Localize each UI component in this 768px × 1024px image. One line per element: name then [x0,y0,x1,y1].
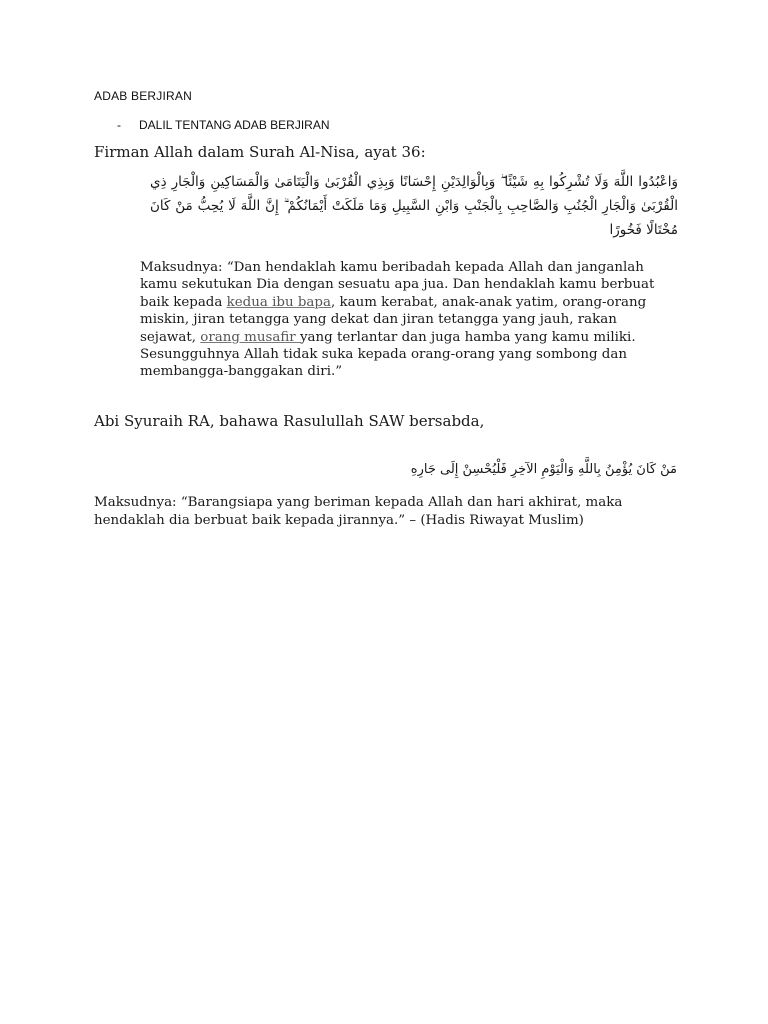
link-kedua-ibu-bapa[interactable]: kedua ibu bapa [226,294,331,310]
hadith-arabic-text: مَنْ كَانَ يُؤْمِنُ بِاللَّهِ وَالْيَوْمِ الآخِرِ فَلْيُحْسِنْ إِلَى جَارِهِ [410,462,677,477]
verse-intro: Firman Allah dalam Surah Al-Nisa, ayat 36: [94,143,426,161]
hadith-intro: Abi Syuraih RA, bahawa Rasulullah SAW bersabda, [94,412,485,430]
verse-meaning-part-2: , kaum kerabat, anak-anak yatim, orang-orang miskin, jiran tetangga yang dekat dan jiran tetangga yang jauh, rakan sejawat, [140,294,647,345]
subheading-text: DALIL TENTANG ADAB BERJIRAN [139,118,330,132]
subheading-list-item [117,118,330,132]
link-orang-musafir[interactable]: orang musafir [200,329,300,345]
verse-meaning-part-3: yang terlantar dan juga hamba yang kamu miliki. Sesungguhnya Allah tidak suka kepada orang-orang yang sombong dan membangga-banggakan diri.” [140,329,636,380]
verse-meaning-part-1: Maksudnya: “Dan hendaklah kamu beribadah kepada Allah dan janganlah kamu sekutukan Dia dengan sesuatu apa jua. Dan hendaklah kamu berbuat baik kepada [140,260,655,310]
verse-arabic-text: وَاعْبُدُوا اللَّهَ وَلَا تُشْرِكُوا بِهِ شَيْئًا ۖ وَبِالْوَالِدَيْنِ إِحْسَانًا وَبِذِي الْقُرْبَىٰ وَالْيَتَامَىٰ وَالْمَسَاكِينِ وَالْجَارِ ذِي الْقُرْبَىٰ وَالْجَارِ الْجُنُبِ وَالصَّاحِبِ بِالْجَنْبِ وَابْنِ السَّبِيلِ وَمَا مَلَكَتْ أَيْمَانُكُمْ ۗ إِنَّ اللَّهَ لَا يُحِبُّ مَنْ كَانَ مُخْتَالًا فَخُورًا [150,174,678,238]
hadith-meaning-paragraph: Maksudnya: “Barangsiapa yang beriman kepada Allah dan hari akhirat, maka hendaklah dia berbuat baik kepada jirannya.” – (Hadis Riwayat Muslim) [94,495,623,528]
document-heading: ADAB BERJIRAN [94,89,192,103]
list-dash: - [117,118,121,132]
verse-meaning-paragraph [140,259,670,381]
